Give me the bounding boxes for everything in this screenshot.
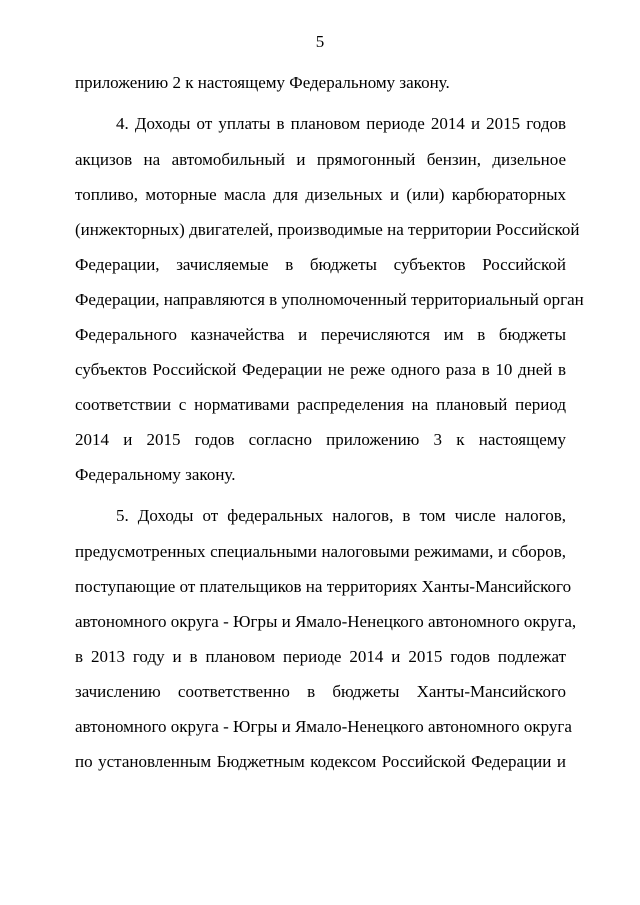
paragraph-line: поступающие от плательщиков на территориях Ханты-Мансийского (75, 577, 572, 596)
paragraph-line: Федерации, направляются в уполномоченный территориальный орган (75, 290, 584, 309)
paragraph-line: 4. Доходы от уплаты в плановом периоде 2014 и 2015 годов (116, 114, 566, 133)
paragraph-line: Федерации, зачисляемые в бюджеты субъектов Российской (75, 255, 566, 274)
paragraph-line: автономного округа - Югры и Ямало-Ненецкого автономного округа, (75, 612, 577, 631)
paragraph-line: акцизов на автомобильный и прямогонный бензин, дизельное (75, 150, 566, 169)
paragraph-line: автономного округа - Югры и Ямало-Ненецкого автономного округа (75, 717, 572, 736)
paragraph-line: соответствии с нормативами распределения на плановый период (75, 395, 566, 414)
paragraph-line: 2014 и 2015 годов согласно приложению 3 к настоящему (75, 430, 566, 449)
paragraph-line: 5. Доходы от федеральных налогов, в том числе налогов, (116, 506, 566, 525)
paragraph-line: предусмотренных специальными налоговыми режимами, и сборов, (75, 542, 566, 561)
paragraph-line: субъектов Российской Федерации не реже одного раза в 10 дней в (75, 360, 566, 379)
paragraph-line: по установленным Бюджетным кодексом Российской Федерации и (75, 752, 566, 771)
paragraph-line: (инжекторных) двигателей, производимые на территории Российской (75, 220, 580, 239)
paragraph-line: топливо, моторные масла для дизельных и (или) карбюраторных (75, 185, 566, 204)
paragraph-line: в 2013 году и в плановом периоде 2014 и 2015 годов подлежат (75, 647, 566, 666)
page-number: 5 (315, 32, 325, 51)
paragraph-line: зачислению соответственно в бюджеты Ханты-Мансийского (75, 682, 566, 701)
paragraph-line: Федеральному закону. (75, 465, 236, 484)
paragraph-line: Федерального казначейства и перечисляются им в бюджеты (75, 325, 566, 344)
paragraph-line: приложению 2 к настоящему Федеральному закону. (75, 73, 450, 92)
